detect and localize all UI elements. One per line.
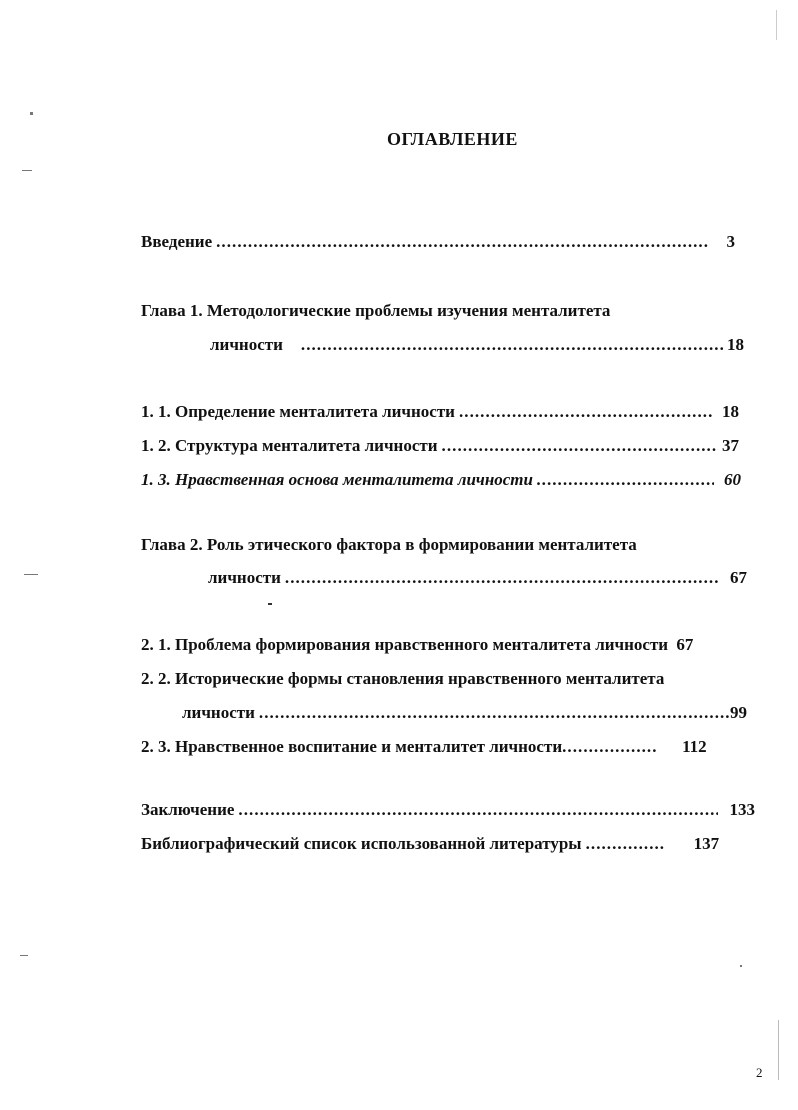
- toc-entry-page: 112: [682, 737, 707, 756]
- toc-title: ОГЛАВЛЕНИЕ: [387, 129, 518, 149]
- scan-speck: [22, 170, 32, 171]
- toc-section-2-1: [141, 634, 693, 656]
- toc-section-2-3: [141, 736, 750, 758]
- scan-speck: [30, 112, 33, 115]
- toc-chapter-2-continuation: [208, 567, 747, 589]
- toc-entry-page: 67: [730, 568, 747, 587]
- toc-entry-introduction: [141, 231, 735, 253]
- toc-entry-text: Введение: [141, 232, 213, 251]
- scan-edge-line: [776, 10, 777, 40]
- scan-speck: [20, 955, 28, 956]
- scan-edge-line: [778, 1020, 779, 1080]
- toc-chapter-1-heading: Глава 1. Методологические проблемы изучения менталитета: [141, 301, 611, 320]
- toc-section-1-3: [141, 469, 741, 491]
- scan-speck: [24, 574, 38, 575]
- toc-leader-dots: [285, 567, 718, 589]
- toc-leader-dots: [562, 736, 658, 758]
- toc-entry-text: 1. 3. Нравственная основа менталитета личности: [141, 470, 533, 489]
- toc-leader-dots: [442, 435, 718, 457]
- toc-entry-page: 3: [726, 232, 735, 251]
- toc-entry-text: 2. 1. Проблема формирования нравственного менталитета личности: [141, 635, 669, 654]
- toc-section-1-2: [141, 435, 739, 457]
- toc-entry-page: 18: [727, 335, 744, 354]
- page-number: 2: [756, 1065, 763, 1080]
- toc-entry-conclusion: [141, 799, 755, 821]
- toc-section-1-1: [141, 401, 739, 423]
- toc-entry-page: 18: [722, 402, 739, 421]
- scan-speck: [740, 965, 742, 967]
- toc-entry-text: 2. 3. Нравственное воспитание и менталитет личности: [141, 737, 563, 756]
- toc-section-2-2-continuation: [182, 702, 747, 724]
- toc-leader-dots: [459, 401, 712, 423]
- toc-entry-page: 67: [676, 635, 694, 654]
- toc-entry-page: 133: [729, 800, 755, 819]
- toc-entry-page: 60: [724, 470, 741, 489]
- toc-chapter-2-heading: Глава 2. Роль этического фактора в формировании менталитета: [141, 535, 637, 554]
- toc-entry-page: 37: [722, 436, 739, 455]
- toc-entry-bibliography: [141, 833, 756, 855]
- toc-entry-page: 137: [693, 834, 720, 853]
- toc-leader-dots: [586, 833, 664, 855]
- toc-entry-page: 99: [730, 703, 747, 722]
- toc-leader-dots: [216, 231, 708, 253]
- toc-leader-dots: [259, 702, 730, 724]
- toc-entry-text: личности: [208, 568, 281, 587]
- toc-entry-text: Библиографический список использованной литературы: [141, 834, 582, 853]
- toc-chapter-1-continuation: [210, 334, 744, 356]
- toc-entry-text: Заключение: [141, 800, 235, 819]
- toc-entry-text: 1. 2. Структура менталитета личности: [141, 436, 438, 455]
- toc-entry-text: личности: [182, 703, 255, 722]
- toc-entry-text: 1. 1. Определение менталитета личности: [141, 402, 455, 421]
- toc-entry-text: личности: [210, 335, 283, 354]
- toc-leader-dots: [238, 799, 717, 821]
- scan-speck: [268, 603, 272, 605]
- toc-leader-dots: [537, 469, 714, 491]
- toc-leader-dots: [301, 334, 723, 356]
- toc-section-2-2-heading: 2. 2. Исторические формы становления нравственного менталитета: [141, 669, 665, 688]
